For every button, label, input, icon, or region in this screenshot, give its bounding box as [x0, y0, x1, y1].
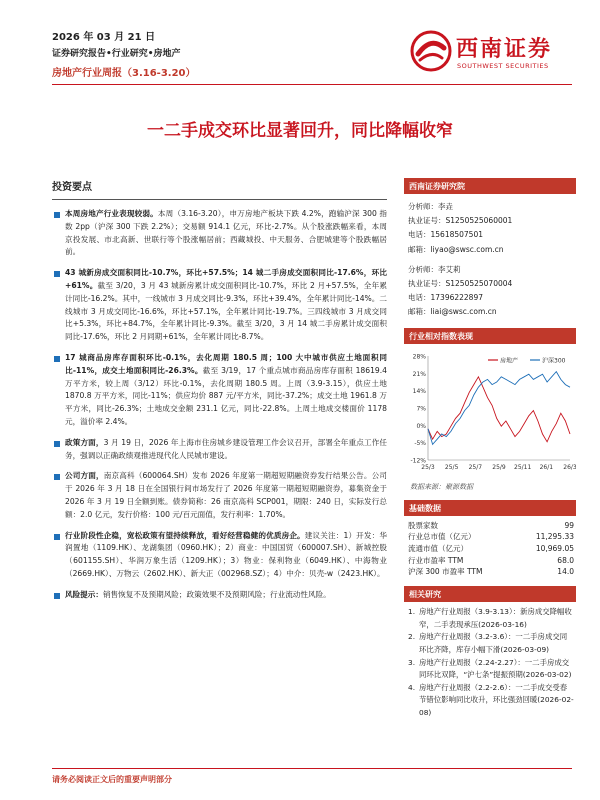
- analyst-phone: 电话：15618507501: [408, 230, 483, 240]
- series-line: [428, 371, 570, 444]
- bullet-item: [52, 470, 387, 521]
- y-tick-label: 7%: [416, 405, 426, 413]
- related-date: (2026-02-08): [419, 695, 574, 717]
- basic-data-key: 行业市盈率 TTM: [408, 555, 464, 565]
- related-body: [419, 657, 574, 682]
- bullet-text: 建议关注：1）开发：华润置地（1109.HK）、龙湖集团（0960.HK）；2）商业：中国国贸（600007.SH）、新城控股（601155.SH）、华润万象生活（1209.HK）；3）物业：保利物业（6049.HK）、中海物业（2669.HK）、万物云（2602.HK）、新大正（002968.SZ）；4）中介：贝壳-w（2423.HK）。: [65, 530, 387, 578]
- y-tick-label: -5%: [414, 439, 426, 447]
- x-tick-label: 26/1: [539, 463, 554, 471]
- basic-data-row: [408, 520, 574, 532]
- sidebar: [404, 178, 576, 719]
- report-category: 证券研究报告•行业研究•房地产: [52, 49, 181, 59]
- bullet-text: 截至 3/19，17 个重点城市商品房库存面积 18619.4 万平方米，较上周（3/12）环比-0.1%，去化周期 180.5 周。上周（3.9-3.15），供应土地 1870.8 万平方米，同比-11%；供应均价 887 元/平方米，同比-37.2%；成交土地 1961.8 万平方米，同比-26.3%；土地成交金额 231.1 亿元，同比-22.8%。上周土地成交楼面价 1178 元，溢价率 2.4%。: [65, 365, 388, 426]
- relative-index-chart: [404, 348, 576, 480]
- basic-data-row: [408, 566, 574, 578]
- chart-source: 数据来源：聚源数据: [410, 482, 473, 491]
- bullet-text: 截至 3/20，3 月 43 城新房累计成交面积同比-10.7%，环比 2 月+57.5%，全年累计同比-16.2%。其中，一线城市 3 月成交同比-9.3%，环比+39.4%，全年累计同比-14%。二线城市 3 月成交同比-16.6%，环比+57.1%，全年累计同比-19.7%。三四线城市 3 月成交同比+5.3%，环比+84.7%，全年累计同比-9.3%。截至 3/20，3 月 14 城二手房累计成交面积同比-17.6%，环比 2 月同期+61%，全年累计同比-8.7%。: [65, 280, 387, 342]
- related-date: (2026-03-02): [522, 670, 572, 680]
- analyst-phone: 电话：17396222897: [408, 293, 483, 303]
- basic-data-row: [408, 543, 574, 555]
- x-tick-label: 25/11: [514, 463, 532, 471]
- section-divider: [52, 199, 387, 200]
- logo-text-en: SOUTHWEST SECURITIES: [457, 62, 549, 70]
- analyst-email: 邮箱：liyao@swsc.com.cn: [408, 244, 504, 254]
- related-title: 房地产行业周报（3.9-3.13）：新房成交降幅收窄，二手表现承压: [419, 607, 572, 629]
- institute-bar: 西南证券研究院: [404, 178, 576, 194]
- report-date: 2026 年 03 月 21 日: [52, 32, 156, 43]
- report-title: 一二手成交环比显著回升，同比降幅收窄: [147, 121, 453, 141]
- legend-label: 沪深300: [542, 357, 566, 365]
- basic-data-table: [404, 516, 576, 579]
- section-heading: 投资要点: [52, 182, 92, 193]
- analyst-role: 分析师：: [408, 202, 438, 211]
- logo-emblem-icon: [410, 30, 452, 72]
- analyst-role: 分析师：: [408, 264, 438, 274]
- bullet-bold: 风险提示：: [65, 589, 103, 599]
- related-body: [419, 682, 574, 720]
- related-item: [408, 631, 574, 656]
- related-item: [408, 657, 574, 682]
- bullet-item: [52, 352, 387, 429]
- analyst-info: [404, 194, 576, 320]
- logo-text-cn: 西南证券: [456, 36, 553, 62]
- report-type: 房地产行业周报（3.16-3.20）: [52, 68, 196, 79]
- chart-heading: 行业相对指数表现: [404, 328, 576, 344]
- x-tick-label: 25/5: [444, 463, 459, 471]
- bullet-bold: 行业阶段性企稳，宽松政策有望持续释放，看好经营稳健的优质房企。: [65, 530, 305, 540]
- analyst-name-row: [408, 263, 572, 277]
- analyst-cert: 执业证号：S1250525070004: [408, 279, 513, 289]
- x-tick-label: 25/9: [492, 463, 506, 471]
- basic-data-value: 11,295.33: [535, 532, 574, 542]
- investment-highlights: [52, 178, 387, 610]
- analyst-name: 李艾莉: [438, 264, 461, 274]
- bullet-bold: 公司方面，: [65, 471, 104, 481]
- bullet-bold: 本周房地产行业表现较弱。: [65, 209, 158, 218]
- bullet-text: 本周（3.16-3.20），申万房地产板块下跌 4.2%，跑输沪深 300 指数 2pp（沪深 300 下跌 2.2%）；交易额 914.1 亿元，环比-2.7%。从个股涨跌幅来看，本周京投发展、市北高新、世联行等个股涨幅居前；西藏城投、中天服务、合肥城建等个股跌幅居前。: [65, 209, 387, 257]
- basic-data-row: [408, 555, 574, 567]
- basic-data-value: 14.0: [557, 567, 574, 577]
- related-num: 4.: [408, 682, 416, 692]
- related-research-heading: 相关研究: [404, 586, 576, 602]
- related-date: (2026-03-09): [500, 644, 550, 654]
- bullet-item: [52, 589, 387, 602]
- footer-divider: [52, 768, 572, 769]
- y-tick-label: 0%: [416, 422, 426, 430]
- y-tick-label: 14%: [412, 387, 426, 395]
- basic-data-value: 99: [564, 520, 574, 530]
- bullet-item: [52, 530, 387, 581]
- analyst-cert: 执业证号：S1250525060001: [408, 216, 513, 226]
- analyst-email: 邮箱：liai@swsc.com.cn: [408, 307, 497, 317]
- related-item: [408, 606, 574, 631]
- bullet-item: [52, 208, 387, 259]
- footer-disclaimer: 请务必阅读正文后的重要声明部分: [52, 775, 172, 784]
- bullet-item: [52, 267, 387, 344]
- related-research-list: [404, 602, 576, 719]
- related-date: (2026-03-16): [478, 619, 527, 629]
- bullet-text: 销售恢复不及预期风险；政策效果不及预期风险；行业流动性风险。: [102, 589, 331, 599]
- basic-data-key: 沪深 300 市盈率 TTM: [408, 567, 483, 577]
- bullet-item: [52, 437, 387, 463]
- basic-data-row: [408, 531, 574, 543]
- y-tick-label: 21%: [412, 370, 426, 378]
- basic-data-key: 流通市值（亿元）: [408, 544, 468, 554]
- x-tick-label: 26/3: [563, 463, 576, 471]
- related-title: 房地产行业周报（2.2-2.6）：一二手成交受春节错位影响同比收升，环比强劲回暖: [419, 682, 568, 705]
- related-item: [408, 682, 574, 720]
- legend-label: 房地产: [500, 357, 519, 365]
- bullet-bold: 43 城新房成交面积同比-10.7%，环比+57.5%；14 城二手房成交面积同比-17.6%，环比+61%。: [65, 268, 387, 290]
- x-tick-label: 25/7: [468, 463, 483, 471]
- southwest-securities-logo: [410, 26, 570, 78]
- header-divider: [52, 84, 572, 85]
- bullet-text: 南京高科（600064.SH）发布 2026 年度第一期超短期融资券发行结果公告。公司于 2026 年 3 月 18 日在全国银行间市场发行了 2026 年度第一期超短期融资券，募集资金于 2026 年 3 月 19 日全额到账。债券简称：26 南京高科 SCP001，期限：240 日，实际发行总额：2.0 亿元，发行价格：100 元/百元面值，发行利率：1.70%。: [65, 471, 387, 519]
- basic-data-key: 行业总市值（亿元）: [408, 532, 476, 542]
- basic-data-value: 68.0: [557, 555, 574, 565]
- related-body: [419, 606, 574, 631]
- related-num: 2.: [408, 632, 416, 642]
- related-body: [419, 631, 574, 656]
- y-tick-label: 28%: [412, 353, 426, 361]
- related-title: 房地产行业周报（3.2-3.6）：一二手房成交同环比齐降，库存小幅下滑: [419, 632, 568, 654]
- chart-svg: [404, 348, 576, 480]
- related-num: 3.: [408, 657, 416, 667]
- basic-data-heading: 基础数据: [404, 500, 576, 516]
- analyst-name: 李垚: [438, 202, 453, 211]
- analyst-name-row: [408, 200, 572, 214]
- bullet-list: [52, 208, 387, 602]
- y-tick-label: -12%: [410, 457, 426, 465]
- basic-data-value: 10,969.05: [535, 544, 574, 554]
- basic-data-key: 股票家数: [408, 520, 438, 530]
- x-tick-label: 25/3: [421, 463, 435, 471]
- bullet-text: 3 月 19 日，2026 年上海市住房城乡建设管理工作会议召开，部署全年重点工作任务，强调以正确政绩观推进现代化人民城市建设。: [65, 437, 387, 460]
- related-title: 房地产行业周报（2.24-2.27）：一二手房成交同环比双降，“沪七条”提振预期: [419, 657, 570, 680]
- bullet-bold: 政策方面，: [65, 437, 104, 447]
- bullet-bold: 17 城商品房库存面积环比-0.1%，去化周期 180.5 周；100 大中城市供应土地面积同比-11%，成交土地面积同比-26.3%。: [65, 352, 387, 375]
- series-line: [428, 376, 570, 441]
- related-num: 1.: [408, 607, 416, 617]
